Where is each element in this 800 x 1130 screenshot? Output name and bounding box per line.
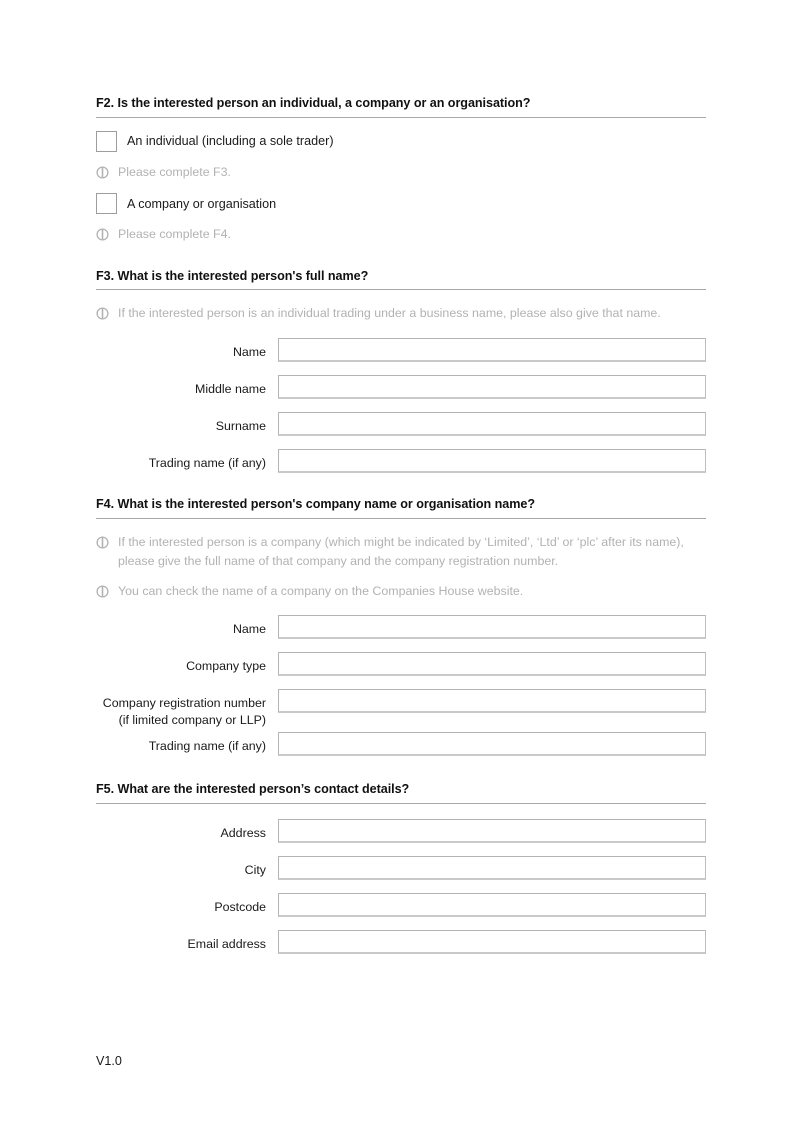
- field-row-f3-name: [96, 338, 706, 362]
- field-label: Trading name (if any): [148, 739, 266, 754]
- field-label: City: [244, 862, 266, 877]
- info-circle-icon: [96, 166, 109, 179]
- field-label: Name: [232, 344, 266, 359]
- hint-text: If the interested person is a company (which might be indicated by ‘Limited’, ‘Ltd’ or ‘plc’ after its name), please give the full name of that company and the company registration number.: [118, 534, 684, 569]
- field-label: Trading name (if any): [148, 455, 266, 470]
- checkbox-company[interactable]: [96, 193, 117, 214]
- checkbox-label-company: A company or organisation: [127, 196, 277, 211]
- info-circle-icon: [96, 307, 109, 320]
- checkbox-row-company[interactable]: [96, 193, 706, 214]
- field-row-f5-city: [96, 856, 706, 880]
- section-f5-heading: F5. What are the interested person’s contact details?: [96, 782, 706, 804]
- field-label: Email address: [187, 936, 266, 951]
- input-f4-registration-number[interactable]: [278, 689, 706, 713]
- hint-text: Please complete F3.: [118, 164, 231, 179]
- field-label: Address: [220, 825, 266, 840]
- section-f5: [96, 782, 706, 954]
- hint-f4-companies-house: [96, 582, 706, 602]
- input-f5-address[interactable]: [278, 819, 706, 843]
- field-label: Surname: [215, 418, 266, 433]
- checkbox-label-individual: An individual (including a sole trader): [127, 134, 334, 149]
- input-f4-name[interactable]: [278, 615, 706, 639]
- section-f2: [96, 96, 706, 245]
- input-f4-company-type[interactable]: [278, 652, 706, 676]
- field-row-f4-registration-number: [96, 689, 706, 728]
- field-label: Middle name: [195, 381, 266, 396]
- input-f5-city[interactable]: [278, 856, 706, 880]
- footer-version: V1.0: [96, 1054, 122, 1068]
- input-f3-middle-name[interactable]: [278, 375, 706, 399]
- section-f4-heading: F4. What is the interested person's company name or organisation name?: [96, 497, 706, 519]
- field-row-f3-middle-name: [96, 375, 706, 399]
- field-label: Postcode: [214, 899, 266, 914]
- input-f3-trading-name[interactable]: [278, 449, 706, 473]
- hint-text: Please complete F4.: [118, 227, 231, 242]
- checkbox-individual[interactable]: [96, 131, 117, 152]
- field-label: Name: [232, 622, 266, 637]
- input-f3-name[interactable]: [278, 338, 706, 362]
- info-circle-icon: [96, 228, 109, 241]
- info-circle-icon: [96, 536, 109, 549]
- hint-text: If the interested person is an individual trading under a business name, please also give that name.: [118, 306, 661, 321]
- field-label: Company registration number (if limited company or LLP): [102, 696, 266, 727]
- field-row-f5-postcode: [96, 893, 706, 917]
- hint-complete-f4: [96, 225, 706, 245]
- field-row-f3-surname: [96, 412, 706, 436]
- field-row-f5-email-address: [96, 930, 706, 954]
- hint-f3-trading-name: [96, 304, 706, 324]
- section-f3-heading: F3. What is the interested person's full name?: [96, 269, 706, 291]
- section-f2-heading: F2. Is the interested person an individual, a company or an organisation?: [96, 96, 706, 118]
- hint-text: You can check the name of a company on the Companies House website.: [118, 583, 524, 598]
- input-f5-postcode[interactable]: [278, 893, 706, 917]
- input-f4-trading-name[interactable]: [278, 732, 706, 756]
- field-row-f4-trading-name: [96, 732, 706, 756]
- field-row-f4-company-type: [96, 652, 706, 676]
- input-f5-email-address[interactable]: [278, 930, 706, 954]
- field-label: Company type: [186, 659, 266, 674]
- field-row-f3-trading-name: [96, 449, 706, 473]
- checkbox-row-individual[interactable]: [96, 131, 706, 152]
- info-circle-icon: [96, 585, 109, 598]
- section-f4: [96, 497, 706, 756]
- input-f3-surname[interactable]: [278, 412, 706, 436]
- hint-complete-f3: [96, 163, 706, 183]
- field-row-f5-address: [96, 819, 706, 843]
- field-row-f4-name: [96, 615, 706, 639]
- section-f3: [96, 269, 706, 473]
- hint-f4-company-name: [96, 533, 706, 572]
